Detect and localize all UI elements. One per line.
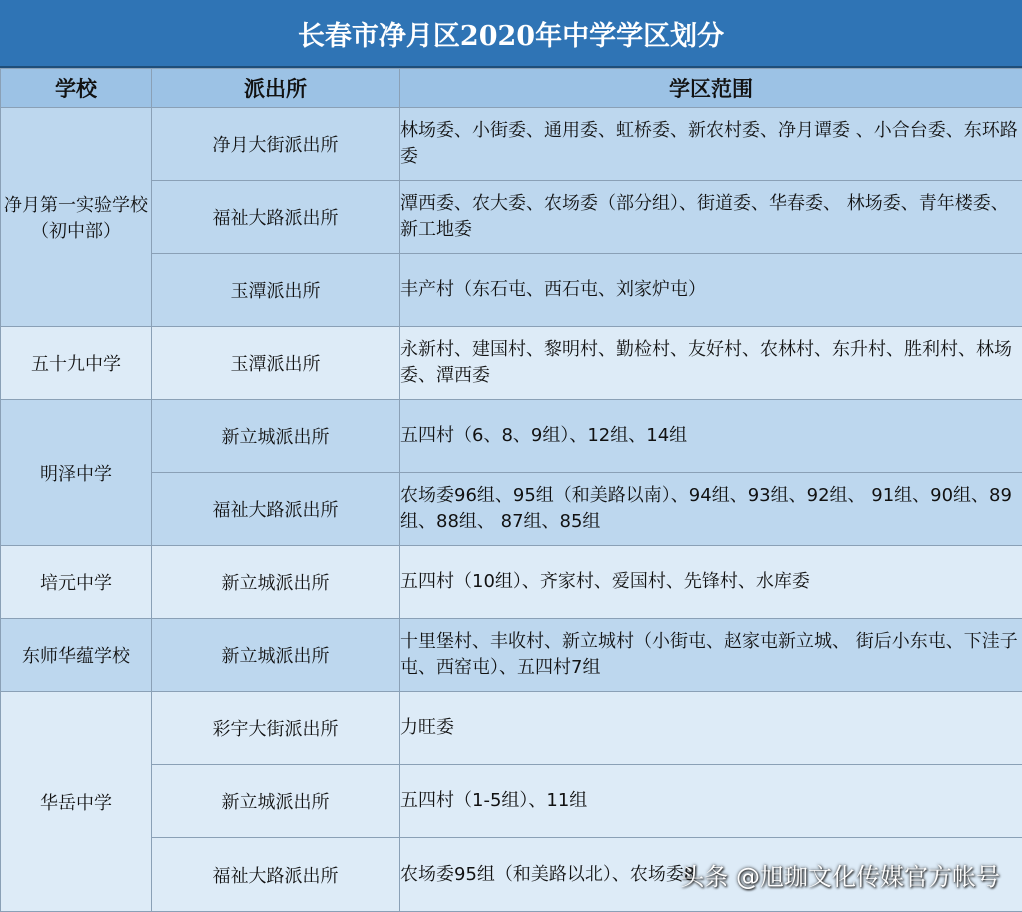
station-cell: 玉潭派出所	[152, 254, 400, 327]
table-header-row	[1, 69, 1022, 108]
station-cell: 新立城派出所	[152, 619, 400, 692]
header-station: 派出所	[152, 69, 400, 108]
table-row	[1, 327, 1022, 400]
table-row	[1, 400, 1022, 473]
station-cell: 福祉大路派出所	[152, 181, 400, 254]
table-row	[1, 546, 1022, 619]
scope-cell: 农场委95组（和美路以北）、农场委8	[400, 838, 1022, 912]
school-cell: 明泽中学	[1, 400, 152, 546]
school-cell: 东师华蕴学校	[1, 619, 152, 692]
school-cell: 培元中学	[1, 546, 152, 619]
scope-cell: 林场委、小街委、通用委、虹桥委、新农村委、净月谭委 、小合台委、东环路委	[400, 108, 1022, 181]
station-cell: 福祉大路派出所	[152, 838, 400, 912]
scope-cell: 力旺委	[400, 692, 1022, 765]
table-row	[1, 619, 1022, 692]
table-row	[1, 692, 1022, 765]
station-cell: 新立城派出所	[152, 765, 400, 838]
page-title: 长春市净月区2020年中学学区划分	[0, 0, 1022, 68]
station-cell: 玉潭派出所	[152, 327, 400, 400]
scope-cell: 潭西委、农大委、农场委（部分组）、街道委、华春委、 林场委、青年楼委、新工地委	[400, 181, 1022, 254]
station-cell: 彩宇大街派出所	[152, 692, 400, 765]
table-row	[1, 473, 1022, 546]
header-scope: 学区范围	[400, 69, 1022, 108]
scope-cell: 五四村（1-5组）、11组	[400, 765, 1022, 838]
school-cell: 净月第一实验学校（初中部）	[1, 108, 152, 327]
scope-cell: 丰产村（东石屯、西石屯、刘家炉屯）	[400, 254, 1022, 327]
table-row	[1, 765, 1022, 838]
scope-cell: 十里堡村、丰收村、新立城村（小街屯、赵家屯新立城、 街后小东屯、下洼子屯、西窑屯）、五四村7组	[400, 619, 1022, 692]
table-row	[1, 181, 1022, 254]
table-row	[1, 108, 1022, 181]
header-school: 学校	[1, 69, 152, 108]
watermark-text: 头条 @旭珈文化传媒官方帐号	[680, 857, 1000, 892]
station-cell: 净月大街派出所	[152, 108, 400, 181]
station-cell: 福祉大路派出所	[152, 473, 400, 546]
school-cell: 五十九中学	[1, 327, 152, 400]
scope-cell: 五四村（10组）、齐家村、爱国村、先锋村、水库委	[400, 546, 1022, 619]
table-row	[1, 254, 1022, 327]
station-cell: 新立城派出所	[152, 546, 400, 619]
station-cell: 新立城派出所	[152, 400, 400, 473]
scope-cell: 永新村、建国村、黎明村、勤检村、友好村、农林村、东升村、胜利村、林场委、潭西委	[400, 327, 1022, 400]
district-table	[0, 68, 1022, 912]
scope-cell: 农场委96组、95组（和美路以南）、94组、93组、92组、 91组、90组、89组、88组、 87组、85组	[400, 473, 1022, 546]
scope-cell: 五四村（6、8、9组）、12组、14组	[400, 400, 1022, 473]
school-cell: 华岳中学	[1, 692, 152, 912]
